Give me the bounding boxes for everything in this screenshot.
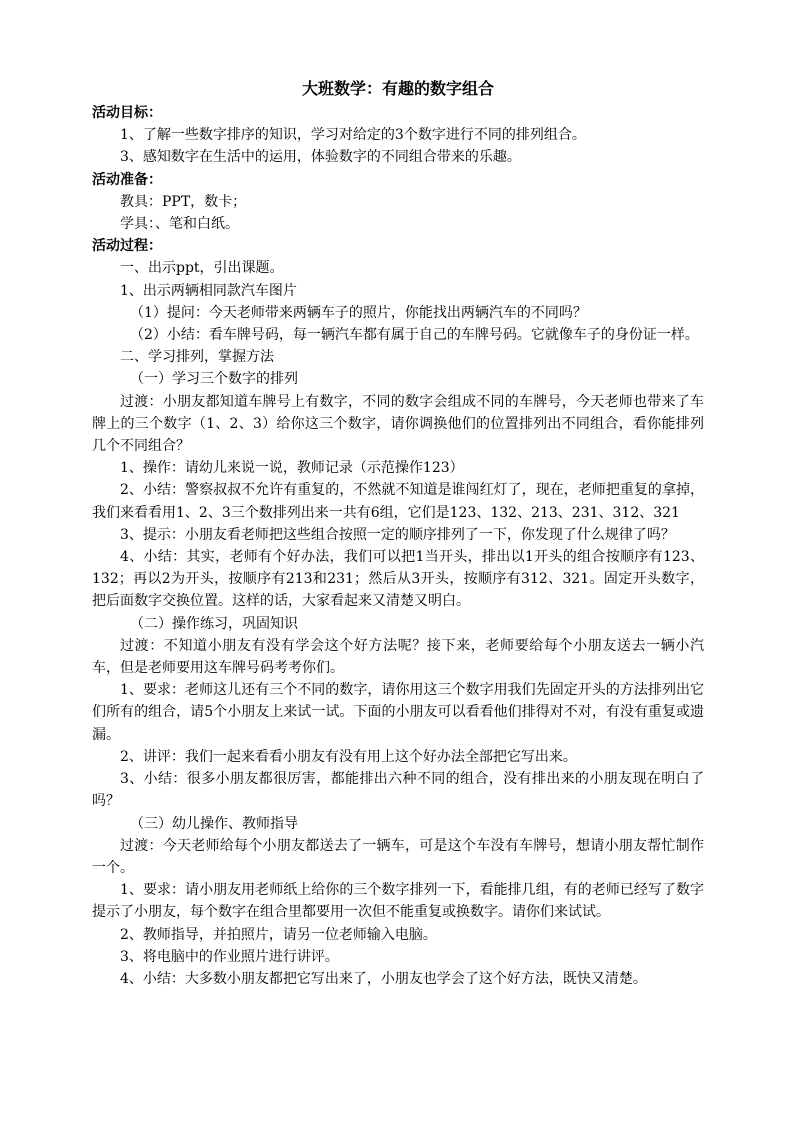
practice-review: 2、讲评：我们一起来看看小朋友有没有用上这个好办法全部把它写出来。 (120, 748, 577, 765)
process-summary-plates: （2）小结：看车牌号码，每一辆汽车都有属于自己的车牌号码。它就像车子的身份证一样。 (130, 327, 699, 344)
section-heading-preparation: 活动准备： (92, 171, 162, 188)
step-summary-duplicates: 2、小结：警察叔叔不允许有重复的，不然就不知道是谁闯红灯了，现在，老师把重复的拿掉，我们来看看用1、2、3三个数排列出来一共有6组，它们是123、132、213、231、312、321 (92, 482, 704, 521)
document-title: 大班数学：有趣的数字组合 (301, 79, 494, 98)
goal-item-3: 3、感知数字在生活中的运用，体验数字的不同组合带来的乐趣。 (120, 149, 521, 166)
practice-requirement: 1、要求：老师这儿还有三个不同的数字，请你用这三个数字用我们先固定开头的方法排列出它们所有的组合，请5个小朋友上来试一试。下面的小朋友可以看看他们排得对不对，有没有重复或遗漏。 (92, 682, 704, 743)
section-heading-process: 活动过程： (92, 238, 162, 255)
practice-summary: 3、小结：很多小朋友都很厉害，都能排出六种不同的组合，没有排出来的小朋友现在明白了吗？ (92, 771, 704, 810)
process-part-1-heading: 一、出示ppt，引出课题。 (120, 260, 284, 277)
goal-item-1: 1、了解一些数字排序的知识，学习对给定的3个数字进行不同的排列组合。 (120, 127, 586, 144)
subsection-3-heading: （三）幼儿操作、教师指导 (130, 815, 298, 832)
step-hint: 3、提示：小朋友看老师把这些组合按照一定的顺序排列了一下，你发现了什么规律了吗？ (120, 526, 675, 543)
prep-learning-aids: 学具：、笔和白纸。 (120, 216, 239, 233)
prep-teaching-aids: 教具：PPT，数卡； (120, 193, 247, 210)
transition-2: 过渡：不知道小朋友有没有学会这个好方法呢？接下来，老师要给每个小朋友送去一辆小汽车，但是老师要用这车牌号码考考你们。 (92, 637, 704, 677)
process-step-show-cars: 1、出示两辆相同款汽车图片 (120, 282, 297, 299)
subsection-2-heading: （二）操作练习，巩固知识 (130, 615, 298, 632)
step-summary-method: 4、小结：其实，老师有个好办法，我们可以把1当开头，排出以1开头的组合按顺序有123、132；再以2为开头，按顺序有213和231；然后从3开头，按顺序有312、321。固定开头数字，把后面数字交换位置。这样的话，大家看起来又清楚又明白。 (92, 549, 704, 610)
section-heading-goals: 活动目标： (92, 105, 162, 121)
activity-guidance: 2、教师指导，并拍照片，请另一位老师输入电脑。 (120, 926, 437, 943)
process-part-2-heading: 二、学习排列，掌握方法 (120, 349, 274, 366)
document-page (92, 76, 704, 990)
activity-summary: 4、小结：大多数小朋友都把它写出来了，小朋友也学会了这个好方法，既快又清楚。 (120, 970, 647, 987)
process-question: （1）提问：今天老师带来两辆车子的照片，你能找出两辆汽车的不同吗？ (130, 304, 587, 321)
step-operation: 1、操作：请幼儿来说一说，教师记录（示范操作123） (120, 460, 464, 477)
activity-review: 3、将电脑中的作业照片进行讲评。 (120, 948, 339, 965)
subsection-1-heading: （一）学习三个数字的排列 (130, 371, 298, 388)
transition-1: 过渡：小朋友都知道车牌号上有数字，不同的数字会组成不同的车牌号，今天老师也带来了车牌上的三个数字（1、2、3）给你这三个数字，请你调换他们的位置排列出不同组合，看你能排列几个不同组合？ (92, 393, 704, 455)
transition-3: 过渡：今天老师给每个小朋友都送去了一辆车，可是这个车没有车牌号，想请小朋友帮忙制作一个。 (92, 837, 704, 876)
activity-requirement: 1、要求：请小朋友用老师纸上给你的三个数字排列一下，看能排几组，有的老师已经写了数字提示了小朋友，每个数字在组合里都要用一次但不能重复或换数字。请你们来试试。 (92, 882, 704, 921)
